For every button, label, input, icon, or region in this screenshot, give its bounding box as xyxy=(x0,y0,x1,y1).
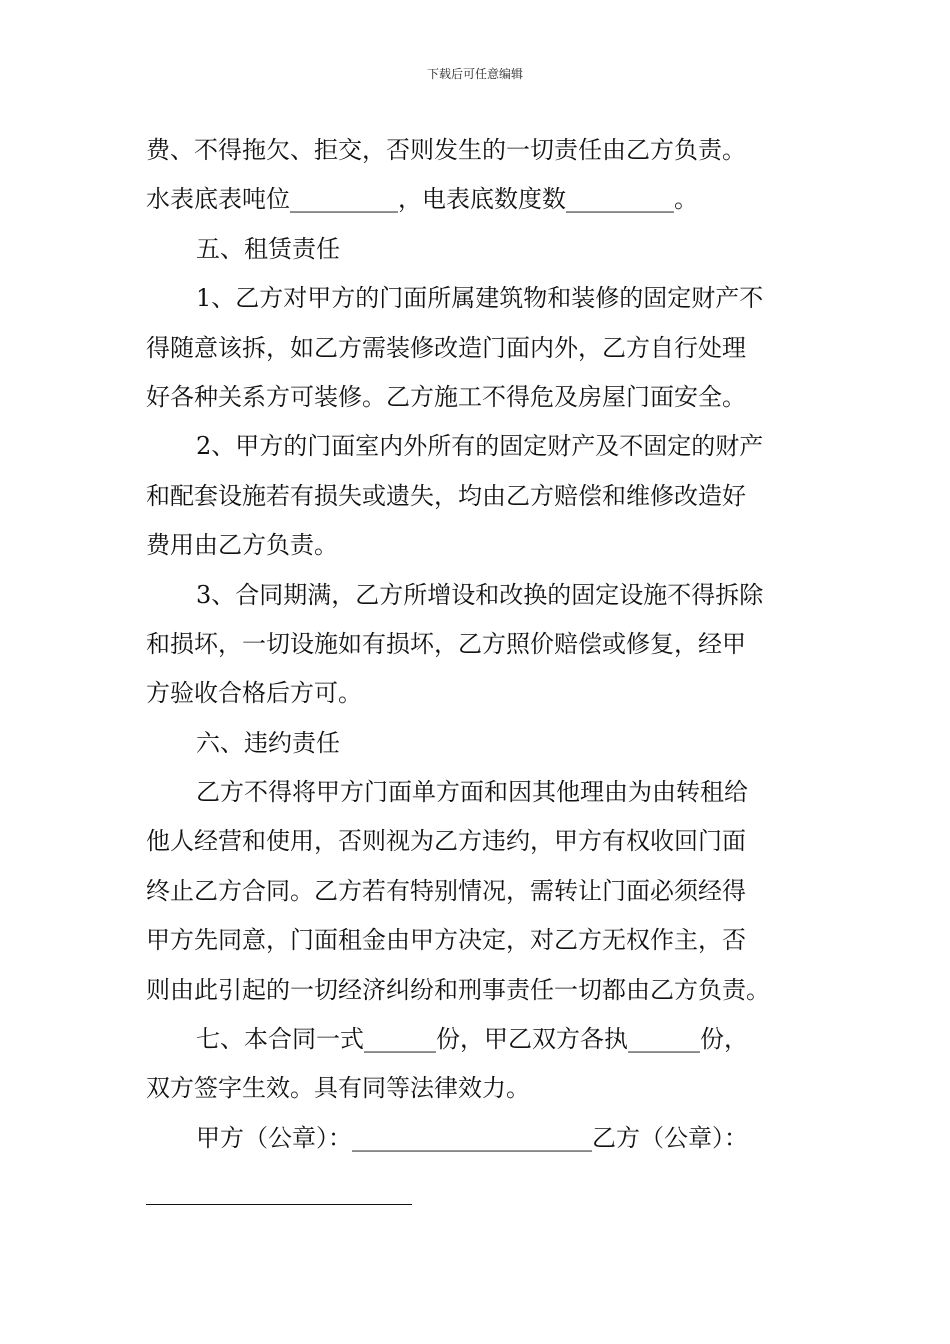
text-line: 双方签字生效。具有同等法律效力。 xyxy=(146,1074,530,1103)
text-line: 和配套设施若有损失或遗失，均由乙方赔偿和维修改造好 xyxy=(146,481,746,510)
text-line: 3、合同期满，乙方所增设和改换的固定设施不得拆除 xyxy=(196,580,764,609)
text-line: 则由此引起的一切经济纠纷和刑事责任一切都由乙方负责。 xyxy=(146,975,770,1004)
signature-blank-line xyxy=(146,1204,412,1205)
section-heading: 五、租赁责任 xyxy=(196,234,340,263)
text-line: 1、乙方对甲方的门面所属建筑物和装修的固定财产不 xyxy=(196,284,764,313)
text-line: 乙方不得将甲方门面单方面和因其他理由为由转租给 xyxy=(196,778,748,807)
contract-body xyxy=(146,126,810,1163)
text-line: 终止乙方合同。乙方若有特别情况，需转让门面必须经得 xyxy=(146,876,746,905)
text-line: 水表底表吨位_________，电表底数度数_________。 xyxy=(146,185,698,214)
text-line: 甲方先同意，门面租金由甲方决定，对乙方无权作主，否 xyxy=(146,926,746,955)
text-line: 和损坏，一切设施如有损坏，乙方照价赔偿或修复，经甲 xyxy=(146,629,746,658)
text-line: 方验收合格后方可。 xyxy=(146,679,362,708)
text-line: 七、本合同一式______份，甲乙双方各执______份， xyxy=(196,1025,748,1054)
text-line: 2、甲方的门面室内外所有的固定财产及不固定的财产 xyxy=(196,432,764,461)
page-header-note: 下载后可任意编辑 xyxy=(426,67,523,81)
text-line: 好各种关系方可装修。乙方施工不得危及房屋门面安全。 xyxy=(146,382,746,411)
text-line: 费用由乙方负责。 xyxy=(146,531,338,560)
text-line: 得随意该拆，如乙方需装修改造门面内外，乙方自行处理 xyxy=(146,333,746,362)
text-line: 他人经营和使用，否则视为乙方违约，甲方有权收回门面 xyxy=(146,827,746,856)
text-line: 费、不得拖欠、拒交，否则发生的一切责任由乙方负责。 xyxy=(146,136,746,164)
signature-line: 甲方（公章）：____________________乙方（公章）： xyxy=(196,1123,748,1152)
section-heading: 六、违约责任 xyxy=(196,728,340,757)
